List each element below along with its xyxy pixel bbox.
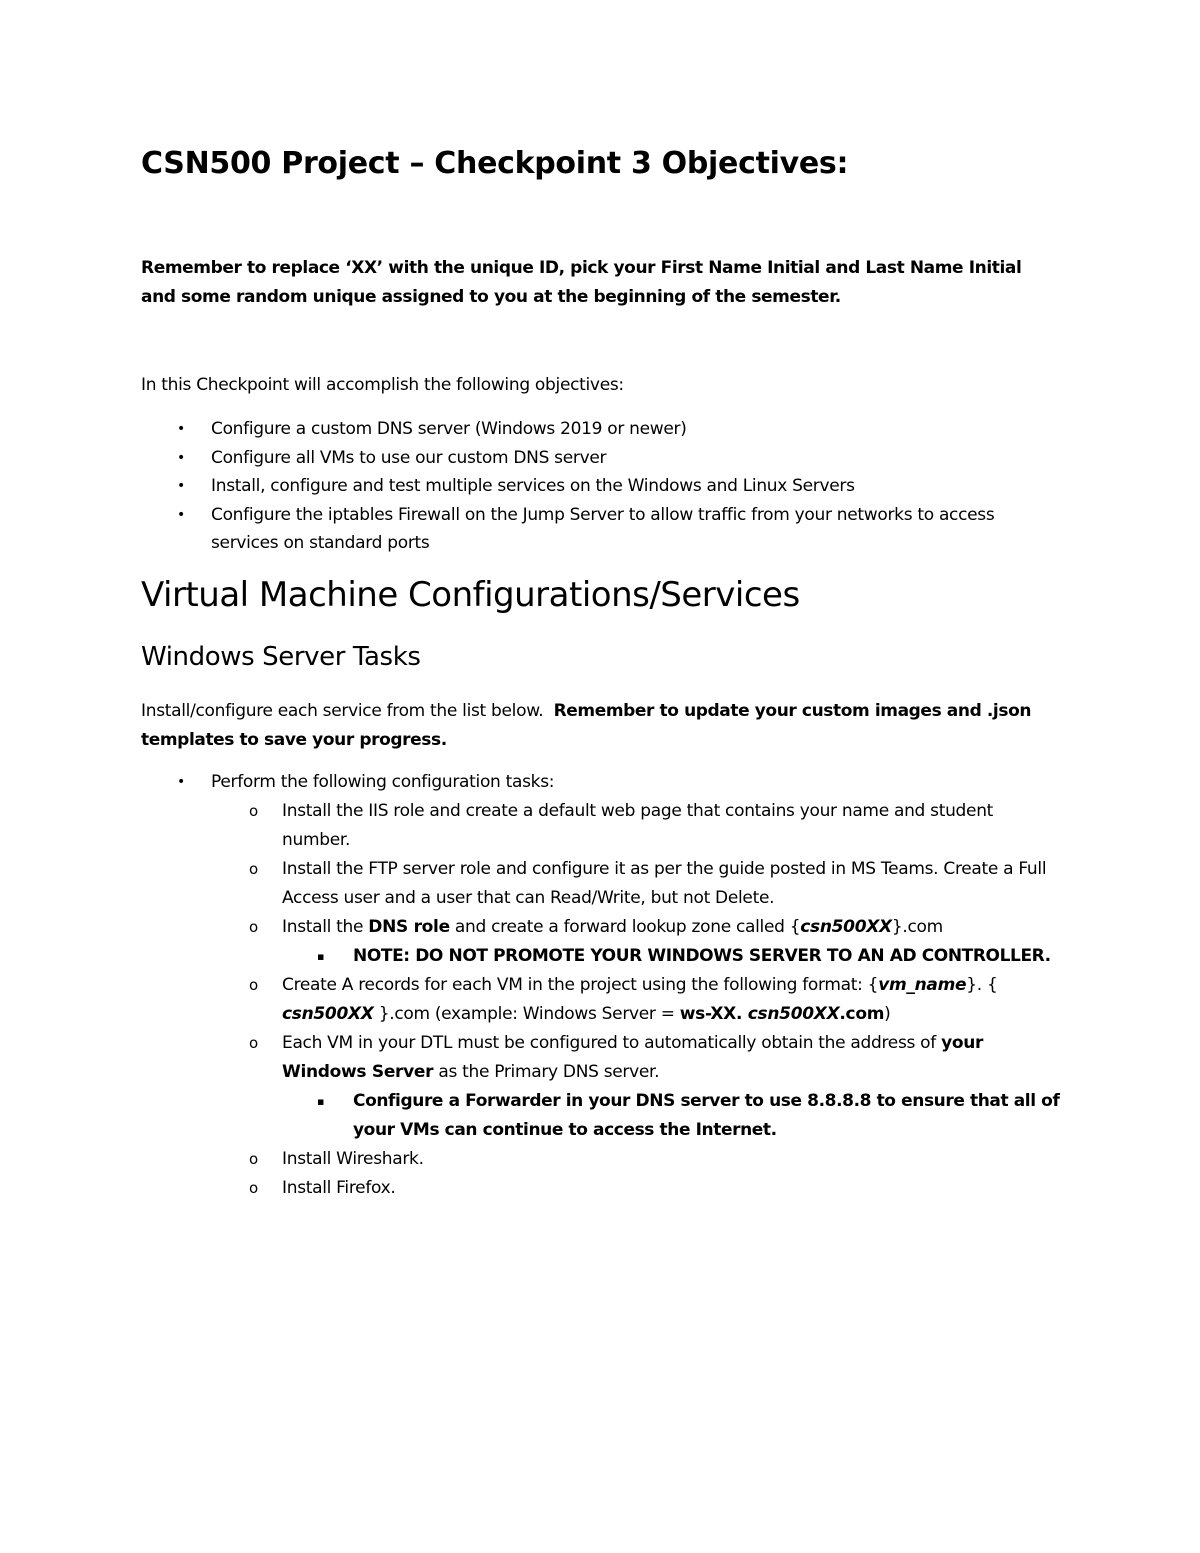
bullet-icon: •	[177, 774, 185, 790]
subsection-heading: Windows Server Tasks	[141, 642, 421, 672]
install-instructions	[141, 697, 1061, 755]
forwarder-note-text: Configure a Forwarder in your DNS server to use 8.8.8.8 to ensure that all of your VMs can continue to access the Internet.	[353, 1091, 1060, 1140]
a-records-vm-name: vm_name	[878, 975, 967, 995]
objective-text: Install, configure and test multiple services on the Windows and Linux Servers	[211, 476, 855, 496]
circle-bullet-icon: o	[249, 1179, 258, 1197]
a-records-example-host: ws-XX	[679, 1004, 736, 1024]
subtask-text: Install Wireshark.	[282, 1149, 424, 1169]
subtask-a-records	[211, 971, 1061, 1029]
circle-bullet-icon: o	[249, 918, 258, 936]
subtask-wireshark	[211, 1145, 1061, 1174]
subtask-iis	[211, 797, 1061, 855]
objective-item	[141, 472, 1061, 501]
objective-text: Configure all VMs to use our custom DNS server	[211, 447, 607, 468]
a-records-before: Create A records for each VM in the project using the following format: {	[282, 975, 879, 995]
circle-bullet-icon: o	[249, 976, 258, 994]
a-records-end: )	[884, 1004, 891, 1024]
square-bullet-icon: ▪	[317, 1095, 325, 1108]
objective-text: Configure a custom DNS server (Windows 2019 or newer)	[211, 419, 687, 439]
dns-text-before: Install the	[282, 917, 369, 937]
subtask-text: Install the FTP server role and configure it as per the guide posted in MS Teams. Create a Full Access user and a user that can Read/Write, but not Delete.	[282, 859, 1047, 908]
a-records-mid1: }. {	[966, 975, 998, 995]
forwarder-note-item	[282, 1087, 1061, 1145]
objectives-list	[141, 415, 1061, 558]
subtask-list	[211, 797, 1061, 1203]
dns-role-bold: DNS role	[368, 917, 450, 937]
document-title: CSN500 Project – Checkpoint 3 Objectives:	[141, 146, 849, 181]
square-bullet-icon: ▪	[317, 950, 325, 963]
forwarder-note-list	[282, 1087, 1061, 1145]
objective-item	[141, 501, 1061, 558]
objectives-intro: In this Checkpoint will accomplish the following objectives:	[141, 375, 624, 395]
a-records-zone: csn500XX	[282, 1004, 374, 1024]
subtask-firefox	[211, 1174, 1061, 1203]
objective-text: Configure the iptables Firewall on the Jump Server to allow traffic from your networks to access services on standard ports	[211, 504, 995, 553]
subtask-dns-client	[211, 1029, 1061, 1145]
dns-text-middle: and create a forward lookup zone called {	[449, 917, 801, 937]
a-records-example-dot: .	[736, 1004, 748, 1024]
a-records-example-tld: .com	[839, 1004, 885, 1024]
dns-zone-name: csn500XX	[800, 917, 892, 937]
install-intro-text: Install/configure each service from the list below.	[141, 701, 544, 721]
task-intro-text: Perform the following configuration tasks:	[211, 772, 555, 792]
dns-client-after: as the Primary DNS server.	[433, 1062, 660, 1082]
subtask-dns	[211, 913, 1061, 971]
reminder-note: Remember to replace ‘XX’ with the unique ID, pick your First Name Initial and Last Name Initial and some random unique assigned to you at the beginning of the semester.	[141, 258, 1022, 307]
bullet-icon: •	[177, 449, 185, 466]
dns-note-text: NOTE: DO NOT PROMOTE YOUR WINDOWS SERVER TO AN AD CONTROLLER.	[353, 946, 1051, 966]
dns-text-after: }.com	[891, 917, 943, 937]
bullet-icon: •	[177, 478, 185, 494]
circle-bullet-icon: o	[249, 860, 258, 878]
dns-client-bold: your Windows Server	[282, 1033, 984, 1082]
subtask-text: Install the IIS role and create a default web page that contains your name and student number.	[282, 801, 994, 850]
tasks-list	[141, 768, 1061, 1203]
subtask-text: Install Firefox.	[282, 1178, 396, 1198]
dns-client-before: Each VM in your DTL must be configured to automatically obtain the address of	[282, 1033, 942, 1053]
dns-note-item	[282, 942, 1061, 971]
circle-bullet-icon: o	[249, 1034, 258, 1052]
task-group	[141, 768, 1061, 1203]
section-heading: Virtual Machine Configurations/Services	[141, 575, 800, 615]
dns-note-list	[282, 942, 1061, 971]
circle-bullet-icon: o	[249, 1150, 258, 1168]
a-records-example-zone: csn500XX	[747, 1004, 840, 1024]
objective-item	[141, 444, 1061, 473]
install-emphasis-text: Remember to update your custom images and .json templates to save your progress.	[141, 701, 1032, 750]
bullet-icon: •	[177, 506, 185, 523]
bullet-icon: •	[177, 421, 185, 437]
a-records-mid2: }.com (example: Windows Server =	[373, 1004, 680, 1024]
subtask-ftp	[211, 855, 1061, 913]
objective-item	[141, 415, 1061, 444]
circle-bullet-icon: o	[249, 802, 258, 820]
